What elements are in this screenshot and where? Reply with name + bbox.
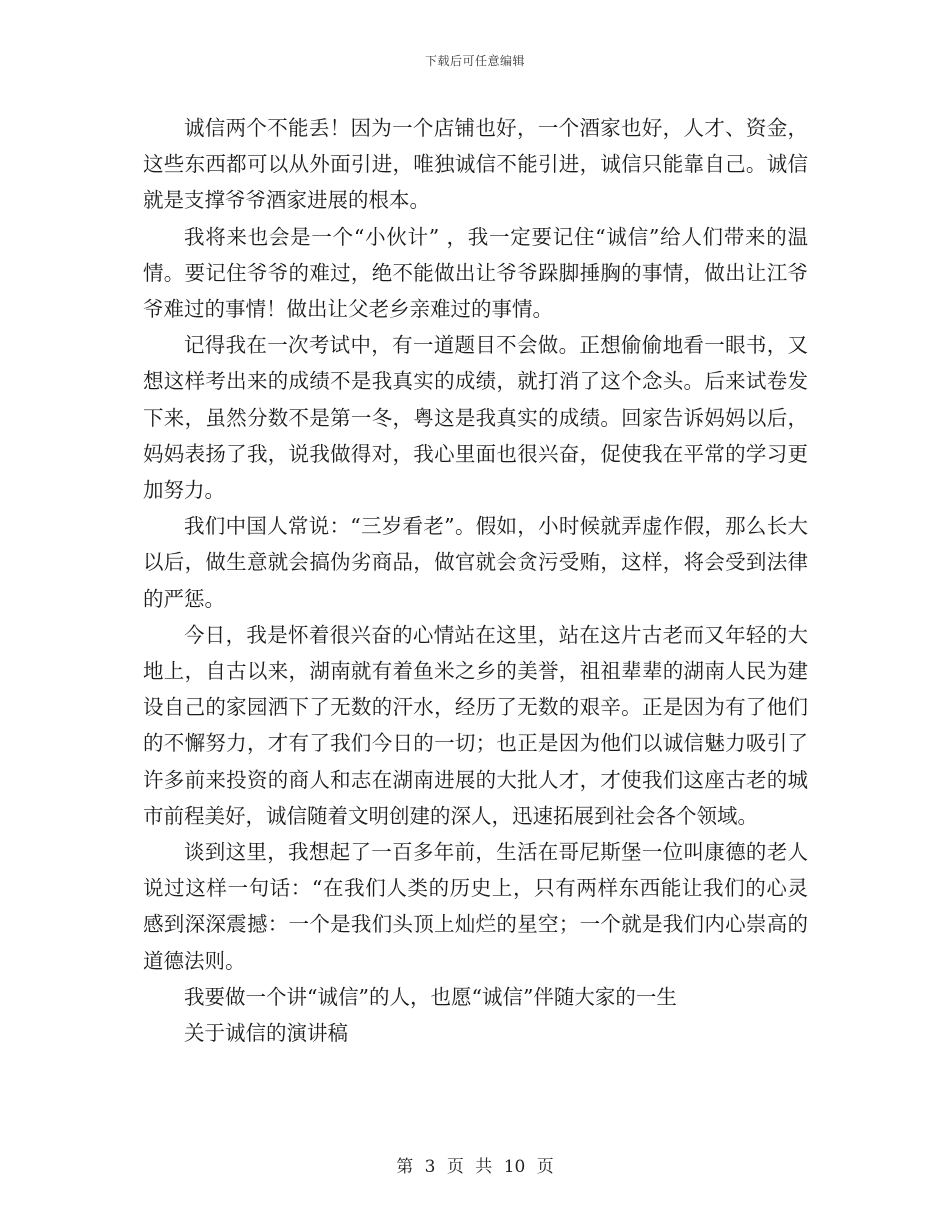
- document-title-line: 关于诚信的演讲稿: [184, 1021, 348, 1046]
- paragraph-7: 我要做一个讲“诚信”的人，也愿“诚信”伴随大家的一生: [184, 984, 677, 1009]
- paragraph-6: 谈到这里，我想起了一百多年前，生活在哥尼斯堡一位叫康德的老人说过这样一句话：“在我们人类的历史上，只有两样东西能让我们的心灵感到深深震撼：一个是我们头顶上灿烂的星空；一个就是我们内心崇高的道德法则。: [143, 840, 808, 973]
- paragraph-4: 我们中国人常说：“三岁看老”。假如，小时候就弄虚作假，那么长大以后，做生意就会搞伪劣商品，做官就会贪污受贿，这样，将会受到法律的严惩。: [143, 514, 808, 611]
- paragraph-3: 记得我在一次考试中，有一道题目不会做。正想偷偷地看一眼书，又想这样考出来的成绩不是我真实的成绩，就打消了这个念头。后来试卷发下来，虽然分数不是第一冬，粤这是我真实的成绩。回家告诉妈妈以后，妈妈表扬了我，说我做得对，我心里面也很兴奋，促使我在平常的学习更加努力。: [143, 333, 808, 503]
- paragraph-1: 诚信两个不能丢！因为一个店铺也好，一个酒家也好，人才、资金，这些东西都可以从外面引进，唯独诚信不能引进，诚信只能靠自己。诚信就是支撑爷爷酒家进展的根本。: [143, 116, 808, 213]
- page-number-footer: 第 3 页 共 10 页: [396, 1157, 554, 1177]
- page-header: 下载后可任意编辑: [424, 54, 525, 68]
- document-body: [143, 110, 808, 1051]
- paragraph-5: 今日，我是怀着很兴奋的心情站在这里，站在这片古老而又年轻的大地上，自古以来，湖南就有着鱼米之乡的美誉，祖祖辈辈的湖南人民为建设自己的家园洒下了无数的汗水，经历了无数的艰辛。正是因为有了他们的不懈努力，才有了我们今日的一切；也正是因为他们以诚信魅力吸引了许多前来投资的商人和志在湖南进展的大批人才，才使我们这座古老的城市前程美好，诚信随着文明创建的深人，迅速拓展到社会各个领域。: [143, 622, 808, 828]
- paragraph-2: 我将来也会是一个“小伙计” ，我一定要记住“诚信”给人们带来的温情。要记住爷爷的难过，绝不能做出让爷爷跺脚捶胸的事情，做出让江爷爷难过的事情！做出让父老乡亲难过的事情。: [143, 224, 808, 322]
